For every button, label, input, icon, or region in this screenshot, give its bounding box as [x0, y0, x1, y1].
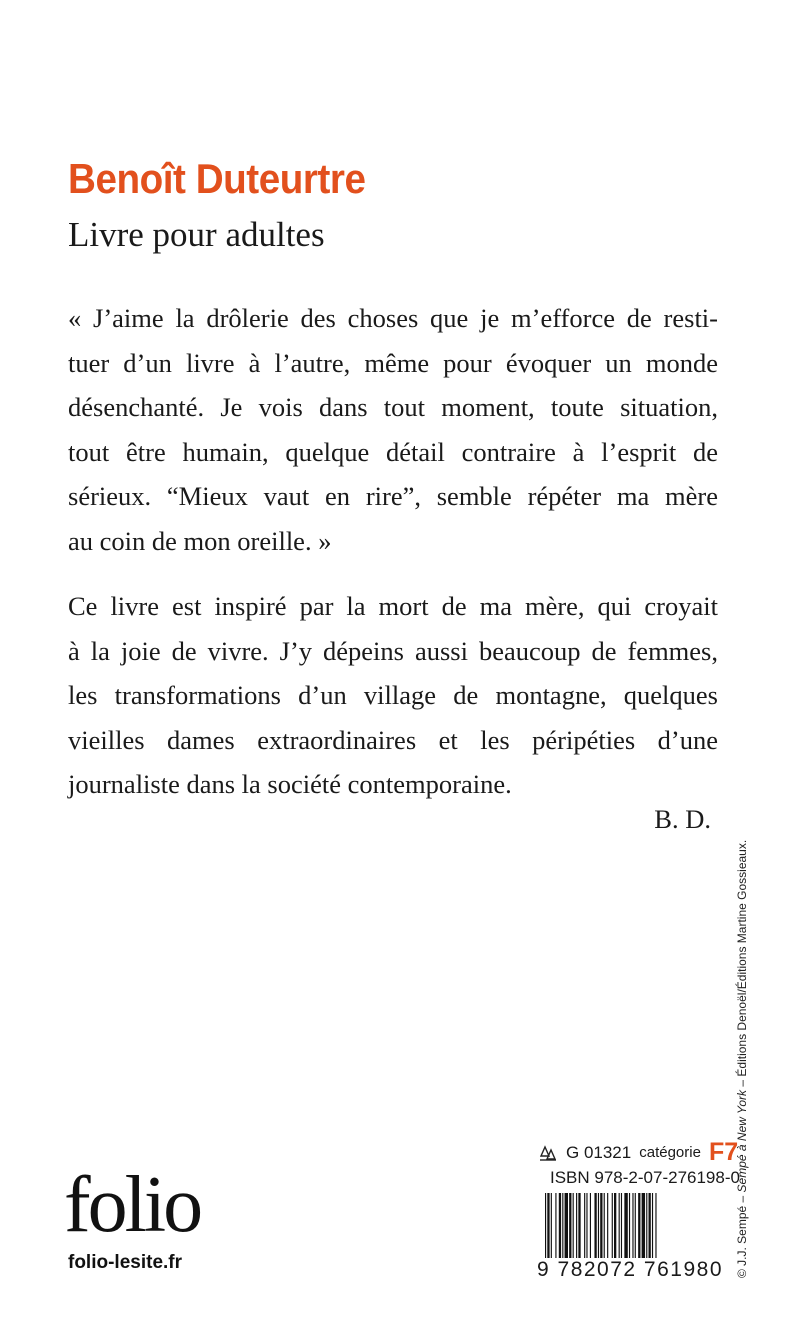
description-line: à la joie de vivre. J’y dépeins aussi beaucoup de femmes, — [68, 635, 718, 666]
book-description — [68, 584, 718, 807]
category-label: catégorie — [639, 1144, 701, 1161]
quote-line: désenchanté. Je vois dans tout moment, toute situation, — [68, 392, 718, 422]
isbn: ISBN 978-2-07-276198-0 — [550, 1168, 740, 1187]
barcode-number: 9 782072 761980 — [535, 1258, 727, 1282]
credit-prefix: © J.J. Sempé – — [735, 1192, 749, 1278]
author-quote — [68, 296, 718, 563]
publisher-website[interactable]: folio-lesite.fr — [68, 1252, 183, 1273]
author-signature: B. D. — [654, 804, 711, 834]
description-line: les transformations d’un village de montagne, quelques — [68, 680, 718, 710]
illustration-credit — [735, 840, 749, 1278]
book-title: Livre pour adultes — [68, 215, 325, 254]
catalog-code: G 01321 — [566, 1142, 632, 1162]
price-code: F7 — [708, 1138, 739, 1166]
quote-line: tuer d’un livre à l’autre, même pour évoquer un monde — [68, 347, 718, 378]
quote-line: sérieux. “Mieux vaut en rire”, semble répéter ma mère — [68, 481, 718, 511]
recycle-paper-icon — [538, 1144, 558, 1162]
quote-line: « J’aime la drôlerie des choses que je m’efforce de resti- — [68, 303, 718, 333]
folio-logo: folio — [64, 1161, 201, 1249]
credit-work: Sempé à New York — [735, 1089, 749, 1193]
author-name: Benoît Duteurtre — [68, 155, 366, 202]
quote-line: tout être humain, quelque détail contraire à l’esprit de — [68, 436, 718, 467]
barcode — [545, 1193, 720, 1263]
quote-line: au coin de mon oreille. » — [68, 525, 332, 556]
catalog-row — [538, 1138, 738, 1167]
description-line: journaliste dans la société contemporaine. — [68, 769, 512, 799]
credit-suffix: – Éditions Denoël/Éditions Martine Gossieaux. — [735, 839, 749, 1090]
description-line: Ce livre est inspiré par la mort de ma mère, qui croyait — [68, 591, 718, 621]
description-line: vieilles dames extraordinaires et les péripéties d’une — [68, 724, 718, 755]
